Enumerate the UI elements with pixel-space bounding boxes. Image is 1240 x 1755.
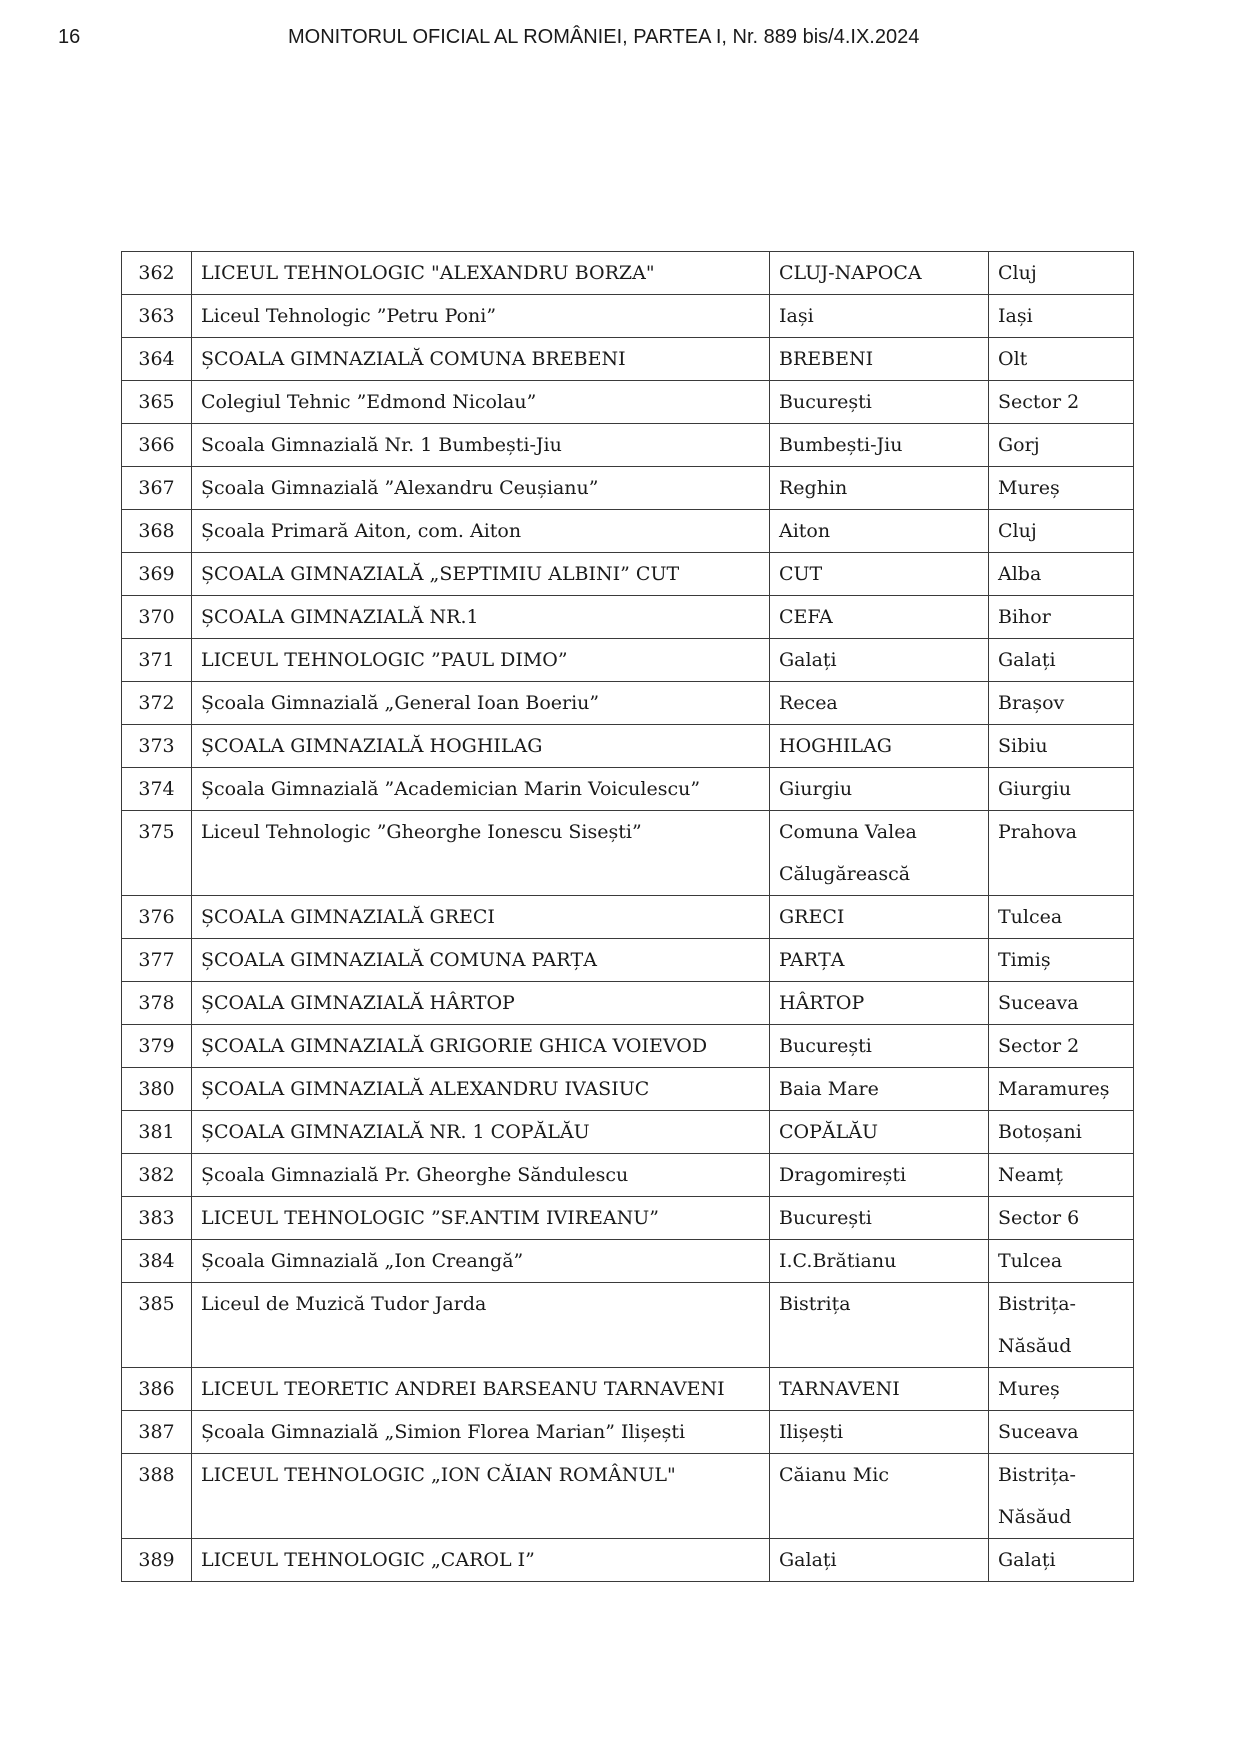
- locality-cell: Ilișești: [770, 1411, 989, 1454]
- locality-cell: CEFA: [770, 596, 989, 639]
- locality-cell: Comuna Valea Călugărească: [770, 811, 989, 896]
- locality-cell: Galați: [770, 1539, 989, 1582]
- locality-cell: TARNAVENI: [770, 1368, 989, 1411]
- school-name-cell: ȘCOALA GIMNAZIALĂ HOGHILAG: [192, 725, 770, 768]
- locality-cell: Căianu Mic: [770, 1454, 989, 1539]
- table-row: [122, 1454, 1134, 1539]
- school-name-cell: ȘCOALA GIMNAZIALĂ COMUNA PARȚA: [192, 939, 770, 982]
- table-row: [122, 381, 1134, 424]
- table-row: [122, 510, 1134, 553]
- locality-cell: HOGHILAG: [770, 725, 989, 768]
- county-cell: Sector 2: [989, 1025, 1134, 1068]
- county-cell: Prahova: [989, 811, 1134, 896]
- row-number-cell: 386: [122, 1368, 192, 1411]
- school-name-cell: LICEUL TEHNOLOGIC „CAROL I”: [192, 1539, 770, 1582]
- table-row: [122, 768, 1134, 811]
- row-number-cell: 367: [122, 467, 192, 510]
- county-cell: Suceava: [989, 982, 1134, 1025]
- row-number-cell: 364: [122, 338, 192, 381]
- school-name-cell: Școala Gimnazială „General Ioan Boeriu”: [192, 682, 770, 725]
- county-cell: Galați: [989, 639, 1134, 682]
- page-number: 16: [58, 26, 81, 48]
- school-name-cell: ȘCOALA GIMNAZIALĂ COMUNA BREBENI: [192, 338, 770, 381]
- row-number-cell: 385: [122, 1283, 192, 1368]
- school-name-cell: Școala Primară Aiton, com. Aiton: [192, 510, 770, 553]
- row-number-cell: 387: [122, 1411, 192, 1454]
- row-number-cell: 382: [122, 1154, 192, 1197]
- school-name-cell: LICEUL TEHNOLOGIC „ION CĂIAN ROMÂNUL": [192, 1454, 770, 1539]
- county-cell: Neamț: [989, 1154, 1134, 1197]
- row-number-cell: 388: [122, 1454, 192, 1539]
- table-row: [122, 1025, 1134, 1068]
- table-row: [122, 1411, 1134, 1454]
- school-name-cell: Colegiul Tehnic ”Edmond Nicolau”: [192, 381, 770, 424]
- row-number-cell: 373: [122, 725, 192, 768]
- row-number-cell: 370: [122, 596, 192, 639]
- county-cell: Botoșani: [989, 1111, 1134, 1154]
- row-number-cell: 371: [122, 639, 192, 682]
- locality-cell: București: [770, 1197, 989, 1240]
- county-cell: Timiș: [989, 939, 1134, 982]
- table-row: [122, 639, 1134, 682]
- row-number-cell: 384: [122, 1240, 192, 1283]
- school-name-cell: Scoala Gimnazială Nr. 1 Bumbești-Jiu: [192, 424, 770, 467]
- locality-cell: HÂRTOP: [770, 982, 989, 1025]
- county-cell: Brașov: [989, 682, 1134, 725]
- county-cell: Olt: [989, 338, 1134, 381]
- locality-cell: Aiton: [770, 510, 989, 553]
- county-cell: Galați: [989, 1539, 1134, 1582]
- table-row: [122, 1154, 1134, 1197]
- school-name-cell: LICEUL TEHNOLOGIC ”SF.ANTIM IVIREANU”: [192, 1197, 770, 1240]
- row-number-cell: 362: [122, 252, 192, 295]
- row-number-cell: 366: [122, 424, 192, 467]
- table-row: [122, 811, 1134, 896]
- row-number-cell: 369: [122, 553, 192, 596]
- county-cell: Bistrița-Năsăud: [989, 1454, 1134, 1539]
- table-row: [122, 939, 1134, 982]
- county-cell: Cluj: [989, 510, 1134, 553]
- school-name-cell: ȘCOALA GIMNAZIALĂ GRIGORIE GHICA VOIEVOD: [192, 1025, 770, 1068]
- school-name-cell: Școala Gimnazială ”Alexandru Ceușianu”: [192, 467, 770, 510]
- county-cell: Tulcea: [989, 1240, 1134, 1283]
- school-name-cell: ȘCOALA GIMNAZIALĂ NR. 1 COPĂLĂU: [192, 1111, 770, 1154]
- school-name-cell: Școala Gimnazială „Simion Florea Marian” Ilișești: [192, 1411, 770, 1454]
- school-name-cell: ȘCOALA GIMNAZIALĂ NR.1: [192, 596, 770, 639]
- county-cell: Bistrița-Năsăud: [989, 1283, 1134, 1368]
- row-number-cell: 368: [122, 510, 192, 553]
- table-row: [122, 338, 1134, 381]
- county-cell: Alba: [989, 553, 1134, 596]
- table-row: [122, 1111, 1134, 1154]
- school-name-cell: LICEUL TEORETIC ANDREI BARSEANU TARNAVENI: [192, 1368, 770, 1411]
- school-name-cell: ȘCOALA GIMNAZIALĂ „SEPTIMIU ALBINI” CUT: [192, 553, 770, 596]
- row-number-cell: 378: [122, 982, 192, 1025]
- table-row: [122, 1197, 1134, 1240]
- locality-cell: PARȚA: [770, 939, 989, 982]
- locality-cell: București: [770, 1025, 989, 1068]
- school-name-cell: ȘCOALA GIMNAZIALĂ ALEXANDRU IVASIUC: [192, 1068, 770, 1111]
- table-row: [122, 1240, 1134, 1283]
- row-number-cell: 380: [122, 1068, 192, 1111]
- county-cell: Maramureș: [989, 1068, 1134, 1111]
- table-row: [122, 725, 1134, 768]
- row-number-cell: 379: [122, 1025, 192, 1068]
- table-row: [122, 553, 1134, 596]
- locality-cell: Galați: [770, 639, 989, 682]
- school-name-cell: Liceul Tehnologic ”Petru Poni”: [192, 295, 770, 338]
- row-number-cell: 376: [122, 896, 192, 939]
- schools-table-body: [122, 252, 1134, 1582]
- row-number-cell: 381: [122, 1111, 192, 1154]
- locality-cell: BREBENI: [770, 338, 989, 381]
- schools-table: [121, 251, 1134, 1582]
- locality-cell: CUT: [770, 553, 989, 596]
- county-cell: Iași: [989, 295, 1134, 338]
- county-cell: Sector 2: [989, 381, 1134, 424]
- table-row: [122, 1283, 1134, 1368]
- county-cell: Suceava: [989, 1411, 1134, 1454]
- school-name-cell: ȘCOALA GIMNAZIALĂ GRECI: [192, 896, 770, 939]
- locality-cell: Reghin: [770, 467, 989, 510]
- table-row: [122, 295, 1134, 338]
- table-row: [122, 1368, 1134, 1411]
- school-name-cell: LICEUL TEHNOLOGIC ”PAUL DIMO”: [192, 639, 770, 682]
- county-cell: Cluj: [989, 252, 1134, 295]
- locality-cell: GRECI: [770, 896, 989, 939]
- locality-cell: I.C.Brătianu: [770, 1240, 989, 1283]
- table-row: [122, 896, 1134, 939]
- table-row: [122, 1068, 1134, 1111]
- row-number-cell: 389: [122, 1539, 192, 1582]
- school-name-cell: Școala Gimnazială Pr. Gheorghe Săndulescu: [192, 1154, 770, 1197]
- locality-cell: Baia Mare: [770, 1068, 989, 1111]
- locality-cell: Dragomirești: [770, 1154, 989, 1197]
- county-cell: Giurgiu: [989, 768, 1134, 811]
- publication-title: MONITORUL OFICIAL AL ROMÂNIEI, PARTEA I, Nr. 889 bis/4.IX.2024: [288, 26, 920, 48]
- row-number-cell: 374: [122, 768, 192, 811]
- row-number-cell: 372: [122, 682, 192, 725]
- school-name-cell: Liceul Tehnologic ”Gheorghe Ionescu Sisești”: [192, 811, 770, 896]
- table-row: [122, 424, 1134, 467]
- school-name-cell: Școala Gimnazială „Ion Creangă”: [192, 1240, 770, 1283]
- locality-cell: Iași: [770, 295, 989, 338]
- county-cell: Mureș: [989, 1368, 1134, 1411]
- school-name-cell: LICEUL TEHNOLOGIC "ALEXANDRU BORZA": [192, 252, 770, 295]
- locality-cell: CLUJ-NAPOCA: [770, 252, 989, 295]
- locality-cell: Bistrița: [770, 1283, 989, 1368]
- locality-cell: Recea: [770, 682, 989, 725]
- locality-cell: București: [770, 381, 989, 424]
- table-row: [122, 682, 1134, 725]
- county-cell: Sibiu: [989, 725, 1134, 768]
- table-row: [122, 1539, 1134, 1582]
- table-row: [122, 982, 1134, 1025]
- county-cell: Tulcea: [989, 896, 1134, 939]
- row-number-cell: 383: [122, 1197, 192, 1240]
- school-name-cell: ȘCOALA GIMNAZIALĂ HÂRTOP: [192, 982, 770, 1025]
- county-cell: Gorj: [989, 424, 1134, 467]
- row-number-cell: 363: [122, 295, 192, 338]
- county-cell: Mureș: [989, 467, 1134, 510]
- row-number-cell: 365: [122, 381, 192, 424]
- school-name-cell: Școala Gimnazială ”Academician Marin Voiculescu”: [192, 768, 770, 811]
- table-row: [122, 252, 1134, 295]
- row-number-cell: 375: [122, 811, 192, 896]
- county-cell: Sector 6: [989, 1197, 1134, 1240]
- locality-cell: COPĂLĂU: [770, 1111, 989, 1154]
- locality-cell: Giurgiu: [770, 768, 989, 811]
- school-name-cell: Liceul de Muzică Tudor Jarda: [192, 1283, 770, 1368]
- locality-cell: Bumbești-Jiu: [770, 424, 989, 467]
- page-header: [0, 22, 1240, 52]
- table-row: [122, 596, 1134, 639]
- table-row: [122, 467, 1134, 510]
- row-number-cell: 377: [122, 939, 192, 982]
- county-cell: Bihor: [989, 596, 1134, 639]
